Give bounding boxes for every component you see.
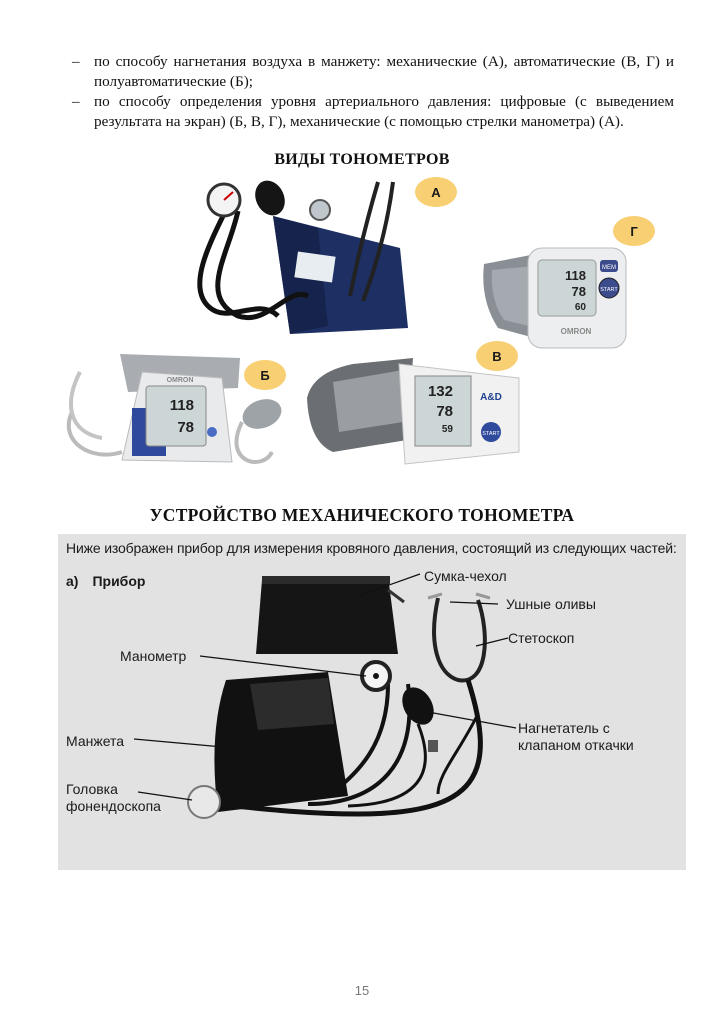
tonometer-a-photo (178, 176, 414, 338)
label-bulb-line2: клапаном откачки (518, 737, 634, 753)
label-stethoscope: Стетоскоп (508, 630, 575, 646)
bag-shape (256, 576, 398, 654)
readout-dia: 78 (177, 419, 194, 436)
badge-g: Г (613, 216, 655, 246)
readout-sys: 118 (169, 397, 194, 414)
mem-button: MEM (602, 265, 616, 271)
start-button: START (600, 287, 618, 293)
types-title: ВИДЫ ТОНОМЕТРОВ (274, 151, 450, 168)
label-earpieces: Ушные оливы (506, 596, 596, 612)
label-bulb (518, 720, 634, 754)
label-chestpiece (66, 781, 161, 815)
badge-b: Б (244, 360, 286, 390)
tonometer-g-photo (478, 240, 630, 352)
bullet-item (72, 52, 674, 92)
device-panel (58, 534, 686, 870)
readout-sys: 118 (565, 268, 586, 283)
label-chestpiece-line2: фонендоскопа (66, 798, 161, 814)
device-illustration (58, 534, 686, 870)
bullet-text: по способу нагнетания воздуха в манжету: механические (А), автоматические (В, Г) и полуавтоматические (Б); (94, 53, 674, 90)
label-manometer: Манометр (120, 648, 187, 664)
brand-logo: A&D (480, 392, 502, 403)
stethoscope-shape (434, 598, 485, 680)
chestpiece-shape (188, 786, 220, 818)
label-chestpiece-line1: Головка (66, 781, 118, 797)
label-bag: Сумка-чехол (424, 568, 507, 584)
lcd-screen (146, 386, 206, 446)
bullet-marker: – (72, 53, 80, 70)
label-cuff: Манжета (66, 733, 125, 749)
sub-letter: а) (66, 573, 79, 589)
badge-v: В (476, 341, 518, 371)
bulb-shape (250, 176, 291, 220)
bullet-list (72, 52, 674, 132)
brand-logo: OMRON (166, 377, 194, 384)
bulb-shape (396, 682, 440, 731)
page-number: 15 (354, 983, 370, 998)
readout-dia: 78 (436, 403, 453, 420)
readout-sys: 132 (427, 383, 453, 400)
readout-pulse: 59 (441, 424, 453, 435)
bullet-text: по способу определения уровня артериального давления: цифровые (с выведением результата на экран) (Б, В, Г), механические (с помощью стрелки манометра) (А). (94, 93, 674, 130)
sub-text: Прибор (92, 573, 146, 589)
panel-intro: Ниже изображен прибор для измерения кровяного давления, состоящий из следующих частей: (66, 540, 677, 556)
brand-logo: OMRON (560, 327, 592, 336)
badge-a: А (415, 177, 457, 207)
bullet-marker: – (72, 93, 80, 110)
readout-dia: 78 (571, 284, 586, 299)
bullet-item (72, 92, 674, 132)
start-button: START (482, 431, 500, 437)
device-title: УСТРОЙСТВО МЕХАНИЧЕСКОГО ТОНОМЕТРА (149, 505, 575, 525)
label-bulb-line1: Нагнетатель с (518, 720, 610, 736)
readout-pulse: 60 (574, 302, 586, 313)
